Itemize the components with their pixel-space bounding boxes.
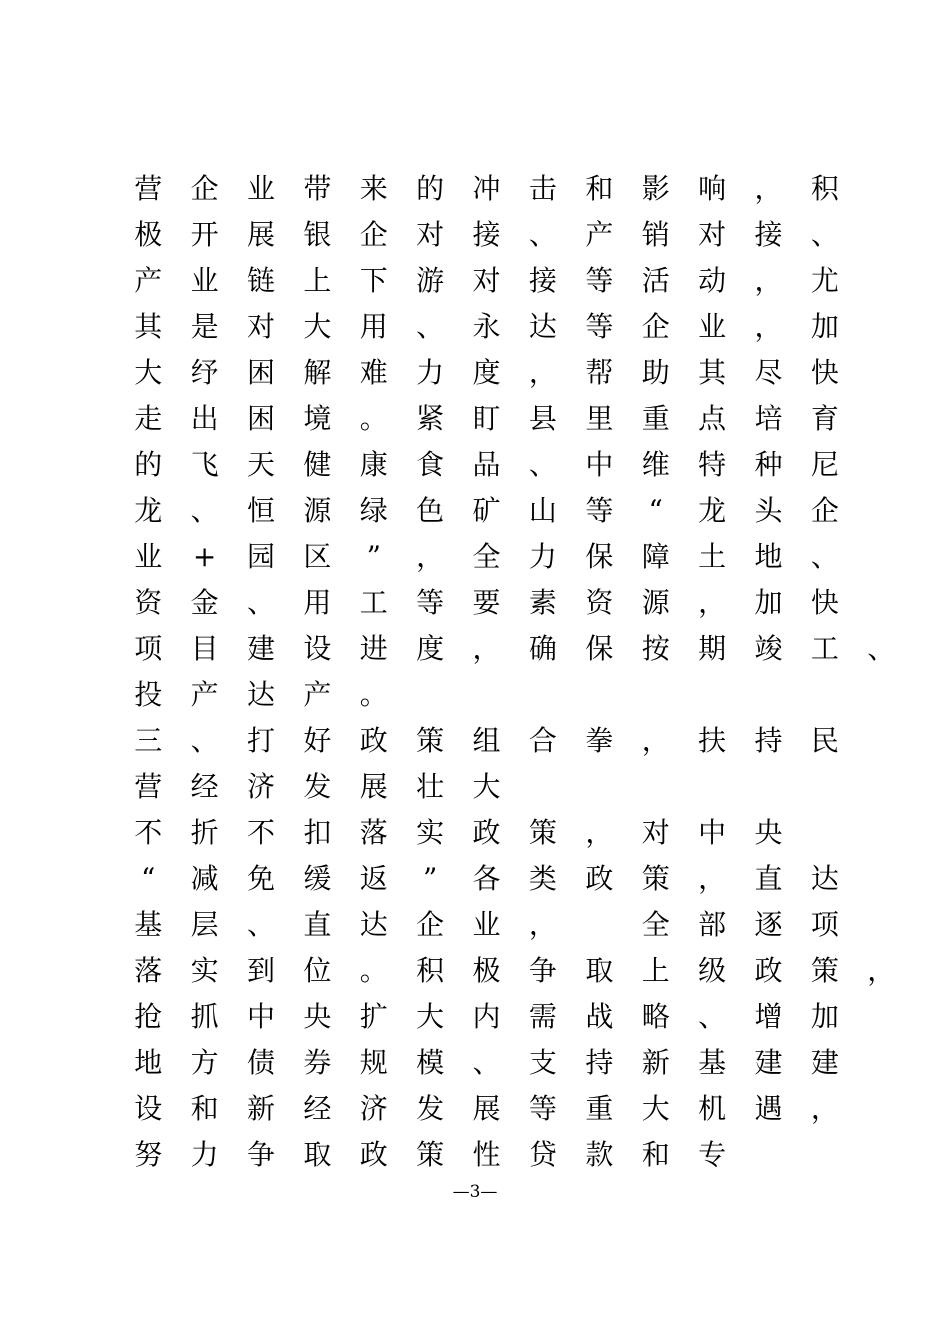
- text-line: 抢 抓 中 央 扩 大 内 需 战 略 、 增 加: [134, 1000, 839, 1033]
- text-line: 投 产 达 产 。: [134, 678, 388, 711]
- text-line: 努 力 争 取 政 策 性 贷 款 和 专: [134, 1138, 727, 1171]
- text-line: 的 飞 天 健 康 食 品 、 中 维 特 种 尼: [134, 448, 839, 481]
- text-line: 营 企 业 带 来 的 冲 击 和 影 响 ， 积: [134, 172, 839, 205]
- text-line: 其 是 对 大 用 、 永 达 等 企 业 ， 加: [134, 310, 839, 343]
- text-line: 大 纾 困 解 难 力 度 ， 帮 助 其 尽 快: [134, 356, 839, 389]
- page-number: —3—: [452, 1182, 498, 1202]
- text-line: 项 目 建 设 进 度 ， 确 保 按 期 竣 工 、: [134, 632, 896, 665]
- text-line: 龙 、 恒 源 绿 色 矿 山 等 “ 龙 头 企: [134, 494, 839, 527]
- text-line: 产 业 链 上 下 游 对 接 等 活 动 ， 尤: [134, 264, 839, 297]
- text-line: “ 减 免 缓 返 ” 各 类 政 策 ， 直 达: [141, 862, 839, 895]
- text-line: 走 出 困 境 。 紧 盯 县 里 重 点 培 育: [134, 402, 839, 435]
- text-line: 业 + 园 区 ” ， 全 力 保 障 土 地 、: [134, 540, 839, 573]
- text-line: 落 实 到 位 。 积 极 争 取 上 级 政 策 ，: [134, 954, 896, 987]
- text-line: 地 方 债 券 规 模 、 支 持 新 基 建 建: [134, 1046, 839, 1079]
- text-line: 基 层 、 直 达 企 业 ， 全 部 逐 项: [134, 908, 839, 941]
- text-line: 资 金 、 用 工 等 要 素 资 源 ， 加 快: [134, 586, 839, 619]
- section-heading-line: 三 、 打 好 政 策 组 合 拳 ， 扶 持 民: [134, 724, 839, 757]
- text-line: 设 和 新 经 济 发 展 等 重 大 机 遇 ，: [134, 1092, 839, 1125]
- text-line: 不 折 不 扣 落 实 政 策 ， 对 中 央: [134, 816, 783, 849]
- body-text: [120, 166, 896, 1178]
- section-heading-line: 营 经 济 发 展 壮 大: [134, 770, 501, 803]
- text-line: 极 开 展 银 企 对 接 、 产 销 对 接 、: [134, 218, 839, 251]
